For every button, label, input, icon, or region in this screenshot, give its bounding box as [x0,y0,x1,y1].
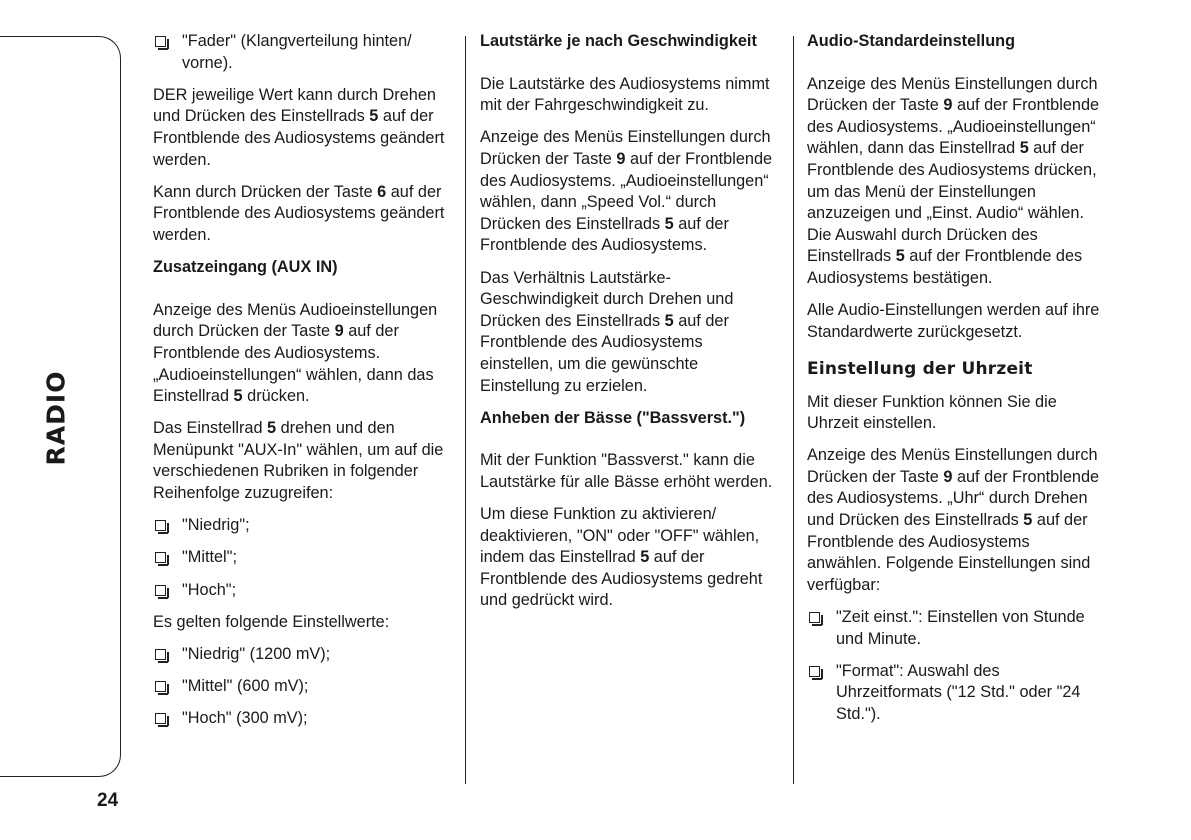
column-divider [465,36,466,784]
section-heading: Lautstärke je nach Geschwindigkeit [480,32,757,50]
section-heading: Zusatzeingang (AUX IN) [153,258,338,277]
paragraph: DER jeweilige Wert kann durch Drehen und Drücken des Einstellrads 5 auf der Frontblende des Audiosystems geändert werden. [153,85,445,169]
section-heading: Einstellung der Uhrzeit [807,359,1033,380]
paragraph: Kann durch Drücken der Taste 6 auf der Frontblende des Audiosystems geändert werden. [153,182,445,244]
list-item: "Hoch" (300 mV); [153,708,453,730]
list-item: "Hoch"; [153,580,453,602]
list-item: "Niedrig"; [153,515,453,537]
paragraph: Das Verhältnis Lautstärke-Geschwindigkeit durch Drehen und Drücken des Einstellrads 5 auf der Frontblende des Audiosystems einstellen, um die gewünschte Einstellung zu erzielen. [480,268,734,395]
paragraph: Mit dieser Funktion können Sie die Uhrzeit einstellen. [807,392,1057,433]
paragraph: Das Einstellrad 5 drehen und den Menüpunkt "AUX-In" wählen, um auf die verschiedenen Rubriken in folgender Reihenfolge zuzugreifen: [153,419,444,503]
section-label: RADIO [41,370,71,466]
paragraph: Anzeige des Menüs Einstellungen durch Drücken der Taste 9 auf der Frontblende des Audiosystems. „Uhr“ durch Drehen und Drücken des Einstellrads 5 auf der Frontblende des Audiosystems anwählen. Folgende Einstellungen sind verfügbar: [807,446,1100,594]
list-item: "Mittel" (600 mV); [153,676,453,698]
section-heading: Audio-Standardeinstellung [807,32,1016,50]
checkbox-bullet-icon [155,520,166,531]
checkbox-bullet-icon [809,666,820,677]
paragraph: Die Lautstärke des Audiosystems nimmt mit der Fahrgeschwindigkeit zu. [480,74,770,115]
section-heading: Anheben der Bässe ("Bassverst.") [480,408,746,427]
paragraph: Mit der Funktion "Bassverst." kann die Lautstärke für alle Bässe erhöht werden. [480,451,773,491]
list-item: "Zeit einst.": Einstellen von Stunde und Minute. [807,607,1107,650]
list-item: "Niedrig" (1200 mV); [153,644,453,666]
checkbox-bullet-icon [155,552,166,563]
list-item: "Fader" (Klangverteilung hinten/ vorne). [153,31,453,74]
paragraph: Um diese Funktion zu aktivieren/ deaktivieren, "ON" oder "OFF" wählen, indem das Einstellrad 5 auf der Frontblende des Audiosystems gedreht und gedrückt wird. [480,505,763,610]
column-divider [793,36,794,784]
column-3 [807,31,1107,736]
paragraph: Es gelten folgende Einstellwerte: [153,612,390,631]
checkbox-bullet-icon [809,612,820,623]
paragraph: Anzeige des Menüs Einstellungen durch Drücken der Taste 9 auf der Frontblende des Audiosystems. „Audioeinstellungen“ wählen, dann „Speed Vol.“ durch Drücken des Einstellrads 5 auf der Frontblende des Audiosystems. [480,128,773,255]
paragraph: Anzeige des Menüs Audioeinstellungen durch Drücken der Taste 9 auf der Frontblende des Audiosystems. „Audioeinstellungen“ wählen, dann das Einstellrad 5 drücken. [153,300,438,406]
column-1 [153,31,453,741]
checkbox-bullet-icon [155,649,166,660]
paragraph: Alle Audio-Einstellungen werden auf ihre Standardwerte zurückgesetzt. [807,301,1100,341]
paragraph: Anzeige des Menüs Einstellungen durch Drücken der Taste 9 auf der Frontblende des Audiosystems. „Audioeinstellungen“ wählen, dann das Einstellrad 5 auf der Frontblende des Audiosystems drücken, um das Menü der Einstellungen anzuzeigen und „Einst. Audio“ wählen. Die Auswahl durch Drücken des Einstellrads 5 auf der Frontblende des Audiosystems bestätigen. [807,74,1100,287]
list-item: "Mittel"; [153,547,453,569]
page-number: 24 [97,790,119,811]
checkbox-bullet-icon [155,681,166,692]
checkbox-bullet-icon [155,585,166,596]
column-2 [480,31,780,623]
list-item: "Format": Auswahl des Uhrzeitformats ("12 Std." oder "24 Std."). [807,661,1107,726]
checkbox-bullet-icon [155,713,166,724]
checkbox-bullet-icon [155,36,166,47]
